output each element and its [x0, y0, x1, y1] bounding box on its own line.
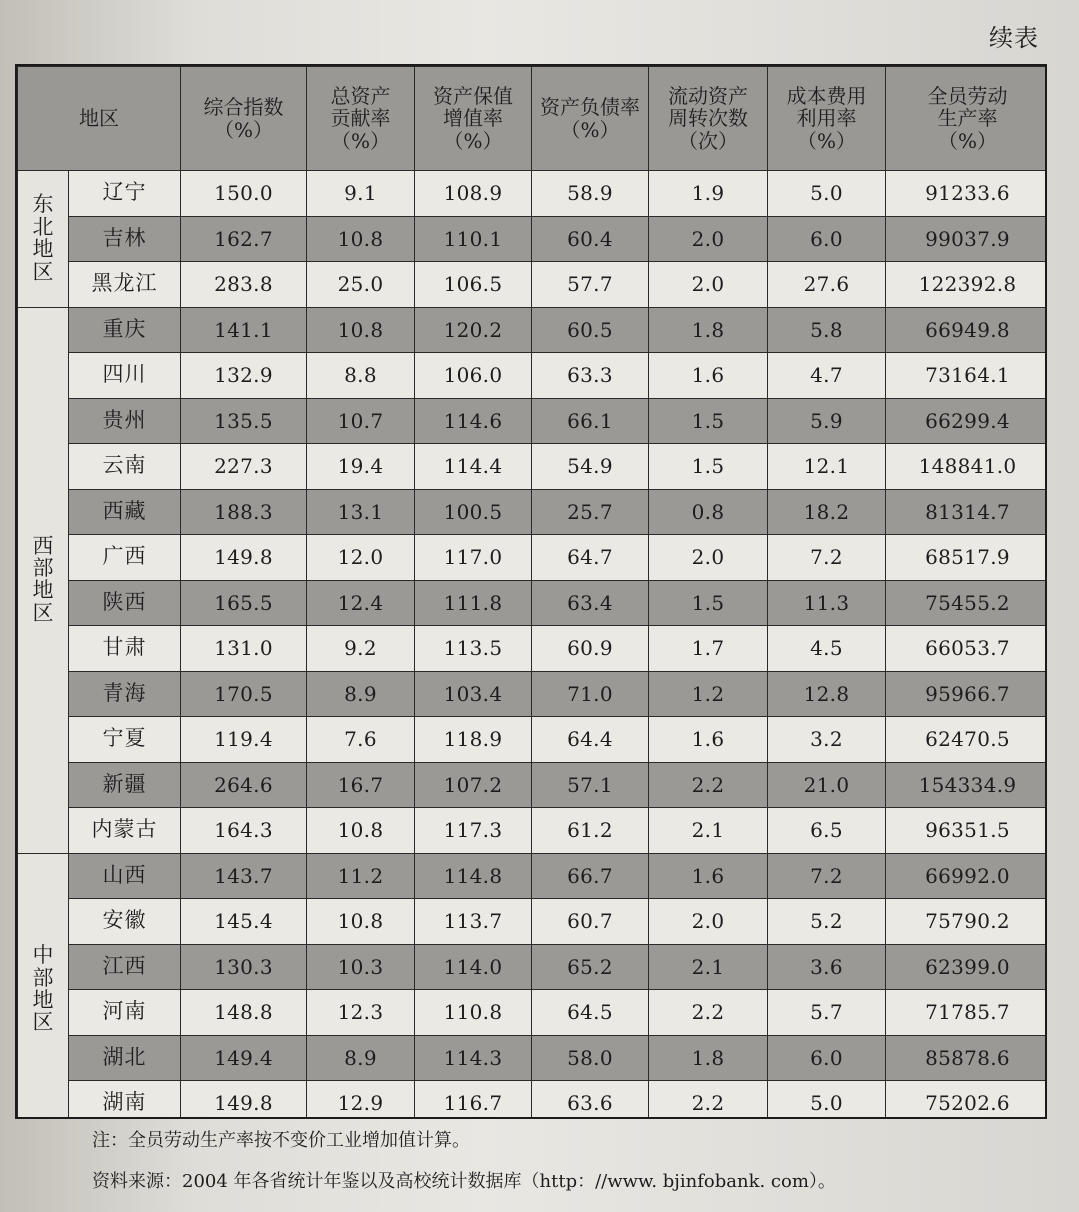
- debt-ratio-cell: 60.4: [532, 216, 649, 262]
- asset-contribution-cell: 10.7: [307, 398, 415, 444]
- composite-index-cell: 164.3: [181, 808, 307, 854]
- data-source-note: 资料来源：2004 年各省统计年鉴以及高校统计数据库（http：//www. bjinfobank. com）。: [92, 1171, 836, 1192]
- table-row: [18, 717, 1048, 763]
- current-asset-turnover-cell: 1.8: [649, 1035, 768, 1081]
- asset-value-rate-cell: 113.5: [415, 626, 532, 672]
- debt-ratio-cell: 65.2: [532, 944, 649, 990]
- cost-profit-rate-cell: 6.0: [768, 216, 886, 262]
- cost-profit-rate-cell: 18.2: [768, 489, 886, 535]
- composite-index-cell: 141.1: [181, 307, 307, 353]
- asset-contribution-cell: 12.4: [307, 580, 415, 626]
- asset-value-rate-cell: 103.4: [415, 671, 532, 717]
- province-cell: 湖南: [69, 1081, 181, 1120]
- asset-contribution-cell: 12.9: [307, 1081, 415, 1120]
- labor-productivity-cell: 99037.9: [886, 216, 1048, 262]
- debt-ratio-cell: 57.7: [532, 262, 649, 308]
- labor-productivity-cell: 122392.8: [886, 262, 1048, 308]
- table-row: [18, 762, 1048, 808]
- table-row: [18, 808, 1048, 854]
- debt-ratio-cell: 54.9: [532, 444, 649, 490]
- debt-ratio-cell: 66.7: [532, 853, 649, 899]
- labor-productivity-cell: 91233.6: [886, 171, 1048, 217]
- header-region: 地区: [18, 67, 181, 171]
- debt-ratio-cell: 60.5: [532, 307, 649, 353]
- province-cell: 山西: [69, 853, 181, 899]
- debt-ratio-cell: 60.7: [532, 899, 649, 945]
- table-row: [18, 489, 1048, 535]
- debt-ratio-cell: 58.0: [532, 1035, 649, 1081]
- current-asset-turnover-cell: 2.2: [649, 990, 768, 1036]
- debt-ratio-cell: 58.9: [532, 171, 649, 217]
- asset-contribution-cell: 12.3: [307, 990, 415, 1036]
- header-cost-profit-rate-line-3: （%）: [796, 128, 856, 153]
- region-group-central-label: 中部地区: [32, 943, 54, 1035]
- composite-index-cell: 162.7: [181, 216, 307, 262]
- asset-contribution-cell: 10.8: [307, 307, 415, 353]
- asset-contribution-cell: 13.1: [307, 489, 415, 535]
- current-asset-turnover-cell: 2.0: [649, 216, 768, 262]
- asset-contribution-cell: 9.1: [307, 171, 415, 217]
- asset-value-rate-cell: 110.1: [415, 216, 532, 262]
- province-cell: 辽宁: [69, 171, 181, 217]
- labor-productivity-cell: 95966.7: [886, 671, 1048, 717]
- current-asset-turnover-cell: 2.1: [649, 808, 768, 854]
- asset-value-rate-cell: 106.5: [415, 262, 532, 308]
- composite-index-cell: 149.8: [181, 1081, 307, 1120]
- asset-contribution-cell: 10.3: [307, 944, 415, 990]
- province-cell: 重庆: [69, 307, 181, 353]
- table-row: [18, 262, 1048, 308]
- current-asset-turnover-cell: 1.8: [649, 307, 768, 353]
- header-asset-contribution-line-2: 贡献率: [330, 106, 391, 131]
- asset-contribution-cell: 9.2: [307, 626, 415, 672]
- header-cost-profit-rate-line-1: 成本费用: [786, 83, 867, 108]
- region-group-west-label: 西部地区: [32, 533, 54, 625]
- header-current-asset-turnover-line-2: 周转次数: [668, 106, 748, 131]
- asset-value-rate-cell: 114.8: [415, 853, 532, 899]
- header-current-asset-turnover: [649, 67, 768, 171]
- header-debt-ratio-line-1: 资产负债率: [540, 95, 640, 120]
- asset-contribution-cell: 16.7: [307, 762, 415, 808]
- asset-contribution-cell: 25.0: [307, 262, 415, 308]
- header-cost-profit-rate-line-2: 利用率: [796, 106, 857, 131]
- asset-value-rate-cell: 114.3: [415, 1035, 532, 1081]
- debt-ratio-cell: 71.0: [532, 671, 649, 717]
- composite-index-cell: 170.5: [181, 671, 307, 717]
- labor-productivity-cell: 68517.9: [886, 535, 1048, 581]
- table-row: [18, 307, 1048, 353]
- header-composite-index-line-2: （%）: [213, 117, 273, 142]
- cost-profit-rate-cell: 6.0: [768, 1035, 886, 1081]
- current-asset-turnover-cell: 0.8: [649, 489, 768, 535]
- labor-productivity-cell: 75790.2: [886, 899, 1048, 945]
- header-composite-index: [181, 67, 307, 171]
- current-asset-turnover-cell: 1.9: [649, 171, 768, 217]
- province-cell: 四川: [69, 353, 181, 399]
- asset-value-rate-cell: 114.6: [415, 398, 532, 444]
- header-asset-value-rate-line-2: 增值率: [443, 106, 503, 131]
- table-note: 注：全员劳动生产率按不变价工业增加值计算。: [92, 1130, 470, 1151]
- debt-ratio-cell: 64.7: [532, 535, 649, 581]
- asset-contribution-cell: 19.4: [307, 444, 415, 490]
- asset-contribution-cell: 10.8: [307, 216, 415, 262]
- cost-profit-rate-cell: 5.0: [768, 1081, 886, 1120]
- asset-value-rate-cell: 117.3: [415, 808, 532, 854]
- asset-contribution-cell: 10.8: [307, 899, 415, 945]
- labor-productivity-cell: 66949.8: [886, 307, 1048, 353]
- header-debt-ratio-line-2: （%）: [560, 117, 620, 142]
- composite-index-cell: 145.4: [181, 899, 307, 945]
- asset-value-rate-cell: 114.4: [415, 444, 532, 490]
- province-cell: 吉林: [69, 216, 181, 262]
- composite-index-cell: 148.8: [181, 990, 307, 1036]
- header-asset-contribution-line-1: 总资产: [330, 83, 391, 108]
- statistics-table: [17, 66, 1047, 1119]
- table-row: [18, 899, 1048, 945]
- composite-index-cell: 135.5: [181, 398, 307, 444]
- labor-productivity-cell: 66053.7: [886, 626, 1048, 672]
- table-row: [18, 1081, 1048, 1120]
- labor-productivity-cell: 75455.2: [886, 580, 1048, 626]
- asset-value-rate-cell: 100.5: [415, 489, 532, 535]
- asset-value-rate-cell: 118.9: [415, 717, 532, 763]
- labor-productivity-cell: 75202.6: [886, 1081, 1048, 1120]
- table-row: [18, 580, 1048, 626]
- province-cell: 甘肃: [69, 626, 181, 672]
- province-cell: 内蒙古: [69, 808, 181, 854]
- cost-profit-rate-cell: 3.6: [768, 944, 886, 990]
- cost-profit-rate-cell: 4.5: [768, 626, 886, 672]
- asset-value-rate-cell: 113.7: [415, 899, 532, 945]
- composite-index-cell: 283.8: [181, 262, 307, 308]
- labor-productivity-cell: 62470.5: [886, 717, 1048, 763]
- cost-profit-rate-cell: 7.2: [768, 853, 886, 899]
- composite-index-cell: 130.3: [181, 944, 307, 990]
- table-row: [18, 853, 1048, 899]
- continued-label: 续表: [989, 24, 1039, 52]
- current-asset-turnover-cell: 1.6: [649, 353, 768, 399]
- region-group-west: [18, 307, 69, 853]
- province-cell: 黑龙江: [69, 262, 181, 308]
- cost-profit-rate-cell: 3.2: [768, 717, 886, 763]
- header-composite-index-line-1: 综合指数: [203, 95, 284, 120]
- current-asset-turnover-cell: 1.6: [649, 717, 768, 763]
- province-cell: 西藏: [69, 489, 181, 535]
- statistics-table-container: [15, 64, 1047, 1119]
- table-row: [18, 671, 1048, 717]
- province-cell: 安徽: [69, 899, 181, 945]
- table-row: [18, 353, 1048, 399]
- asset-contribution-cell: 12.0: [307, 535, 415, 581]
- region-group-central: [18, 853, 69, 1119]
- cost-profit-rate-cell: 11.3: [768, 580, 886, 626]
- labor-productivity-cell: 96351.5: [886, 808, 1048, 854]
- header-labor-productivity: [886, 67, 1048, 171]
- composite-index-cell: 119.4: [181, 717, 307, 763]
- composite-index-cell: 165.5: [181, 580, 307, 626]
- debt-ratio-cell: 60.9: [532, 626, 649, 672]
- composite-index-cell: 264.6: [181, 762, 307, 808]
- labor-productivity-cell: 154334.9: [886, 762, 1048, 808]
- province-cell: 陕西: [69, 580, 181, 626]
- table-row: [18, 216, 1048, 262]
- region-group-northeast: [18, 171, 69, 308]
- current-asset-turnover-cell: 2.0: [649, 899, 768, 945]
- province-cell: 广西: [69, 535, 181, 581]
- header-row: [18, 67, 1048, 171]
- province-cell: 江西: [69, 944, 181, 990]
- table-row: [18, 171, 1048, 217]
- current-asset-turnover-cell: 2.0: [649, 262, 768, 308]
- labor-productivity-cell: 62399.0: [886, 944, 1048, 990]
- labor-productivity-cell: 85878.6: [886, 1035, 1048, 1081]
- cost-profit-rate-cell: 27.6: [768, 262, 886, 308]
- debt-ratio-cell: 63.6: [532, 1081, 649, 1120]
- labor-productivity-cell: 73164.1: [886, 353, 1048, 399]
- debt-ratio-cell: 61.2: [532, 808, 649, 854]
- header-labor-productivity-line-2: 生产率: [937, 106, 998, 131]
- current-asset-turnover-cell: 1.5: [649, 398, 768, 444]
- asset-value-rate-cell: 111.8: [415, 580, 532, 626]
- cost-profit-rate-cell: 5.8: [768, 307, 886, 353]
- table-row: [18, 990, 1048, 1036]
- table-row: [18, 944, 1048, 990]
- cost-profit-rate-cell: 6.5: [768, 808, 886, 854]
- debt-ratio-cell: 64.5: [532, 990, 649, 1036]
- current-asset-turnover-cell: 1.6: [649, 853, 768, 899]
- table-row: [18, 626, 1048, 672]
- province-cell: 青海: [69, 671, 181, 717]
- asset-value-rate-cell: 110.8: [415, 990, 532, 1036]
- composite-index-cell: 131.0: [181, 626, 307, 672]
- current-asset-turnover-cell: 2.1: [649, 944, 768, 990]
- asset-contribution-cell: 11.2: [307, 853, 415, 899]
- labor-productivity-cell: 66299.4: [886, 398, 1048, 444]
- asset-value-rate-cell: 120.2: [415, 307, 532, 353]
- province-cell: 云南: [69, 444, 181, 490]
- debt-ratio-cell: 63.3: [532, 353, 649, 399]
- header-asset-contribution: [307, 67, 415, 171]
- header-debt-ratio: [532, 67, 649, 171]
- labor-productivity-cell: 148841.0: [886, 444, 1048, 490]
- asset-value-rate-cell: 117.0: [415, 535, 532, 581]
- province-cell: 河南: [69, 990, 181, 1036]
- cost-profit-rate-cell: 5.2: [768, 899, 886, 945]
- labor-productivity-cell: 81314.7: [886, 489, 1048, 535]
- labor-productivity-cell: 66992.0: [886, 853, 1048, 899]
- composite-index-cell: 150.0: [181, 171, 307, 217]
- asset-contribution-cell: 8.9: [307, 671, 415, 717]
- header-asset-contribution-line-3: （%）: [330, 128, 390, 153]
- asset-value-rate-cell: 114.0: [415, 944, 532, 990]
- asset-value-rate-cell: 108.9: [415, 171, 532, 217]
- province-cell: 新疆: [69, 762, 181, 808]
- province-cell: 宁夏: [69, 717, 181, 763]
- current-asset-turnover-cell: 1.2: [649, 671, 768, 717]
- composite-index-cell: 143.7: [181, 853, 307, 899]
- composite-index-cell: 149.4: [181, 1035, 307, 1081]
- composite-index-cell: 227.3: [181, 444, 307, 490]
- header-asset-value-rate-line-3: （%）: [443, 128, 503, 153]
- composite-index-cell: 132.9: [181, 353, 307, 399]
- header-asset-value-rate: [415, 67, 532, 171]
- cost-profit-rate-cell: 5.0: [768, 171, 886, 217]
- asset-value-rate-cell: 107.2: [415, 762, 532, 808]
- current-asset-turnover-cell: 1.5: [649, 444, 768, 490]
- composite-index-cell: 149.8: [181, 535, 307, 581]
- header-current-asset-turnover-line-1: 流动资产: [668, 83, 748, 108]
- province-cell: 贵州: [69, 398, 181, 444]
- debt-ratio-cell: 57.1: [532, 762, 649, 808]
- cost-profit-rate-cell: 4.7: [768, 353, 886, 399]
- current-asset-turnover-cell: 1.5: [649, 580, 768, 626]
- asset-contribution-cell: 8.8: [307, 353, 415, 399]
- header-current-asset-turnover-line-3: （次）: [678, 128, 738, 153]
- table-row: [18, 535, 1048, 581]
- cost-profit-rate-cell: 21.0: [768, 762, 886, 808]
- current-asset-turnover-cell: 1.7: [649, 626, 768, 672]
- cost-profit-rate-cell: 12.8: [768, 671, 886, 717]
- cost-profit-rate-cell: 12.1: [768, 444, 886, 490]
- asset-value-rate-cell: 106.0: [415, 353, 532, 399]
- asset-contribution-cell: 10.8: [307, 808, 415, 854]
- header-labor-productivity-line-1: 全员劳动: [927, 83, 1008, 108]
- debt-ratio-cell: 64.4: [532, 717, 649, 763]
- asset-contribution-cell: 7.6: [307, 717, 415, 763]
- current-asset-turnover-cell: 2.0: [649, 535, 768, 581]
- region-group-northeast-label: 东北地区: [32, 192, 54, 284]
- debt-ratio-cell: 25.7: [532, 489, 649, 535]
- cost-profit-rate-cell: 7.2: [768, 535, 886, 581]
- labor-productivity-cell: 71785.7: [886, 990, 1048, 1036]
- composite-index-cell: 188.3: [181, 489, 307, 535]
- header-labor-productivity-line-3: （%）: [937, 128, 997, 153]
- asset-contribution-cell: 8.9: [307, 1035, 415, 1081]
- table-row: [18, 444, 1048, 490]
- table-body: [18, 171, 1048, 1120]
- header-asset-value-rate-line-1: 资产保值: [433, 83, 513, 108]
- asset-value-rate-cell: 116.7: [415, 1081, 532, 1120]
- province-cell: 湖北: [69, 1035, 181, 1081]
- cost-profit-rate-cell: 5.7: [768, 990, 886, 1036]
- debt-ratio-cell: 66.1: [532, 398, 649, 444]
- debt-ratio-cell: 63.4: [532, 580, 649, 626]
- cost-profit-rate-cell: 5.9: [768, 398, 886, 444]
- table-row: [18, 398, 1048, 444]
- current-asset-turnover-cell: 2.2: [649, 762, 768, 808]
- current-asset-turnover-cell: 2.2: [649, 1081, 768, 1120]
- table-header: [18, 67, 1048, 171]
- table-row: [18, 1035, 1048, 1081]
- header-cost-profit-rate: [768, 67, 886, 171]
